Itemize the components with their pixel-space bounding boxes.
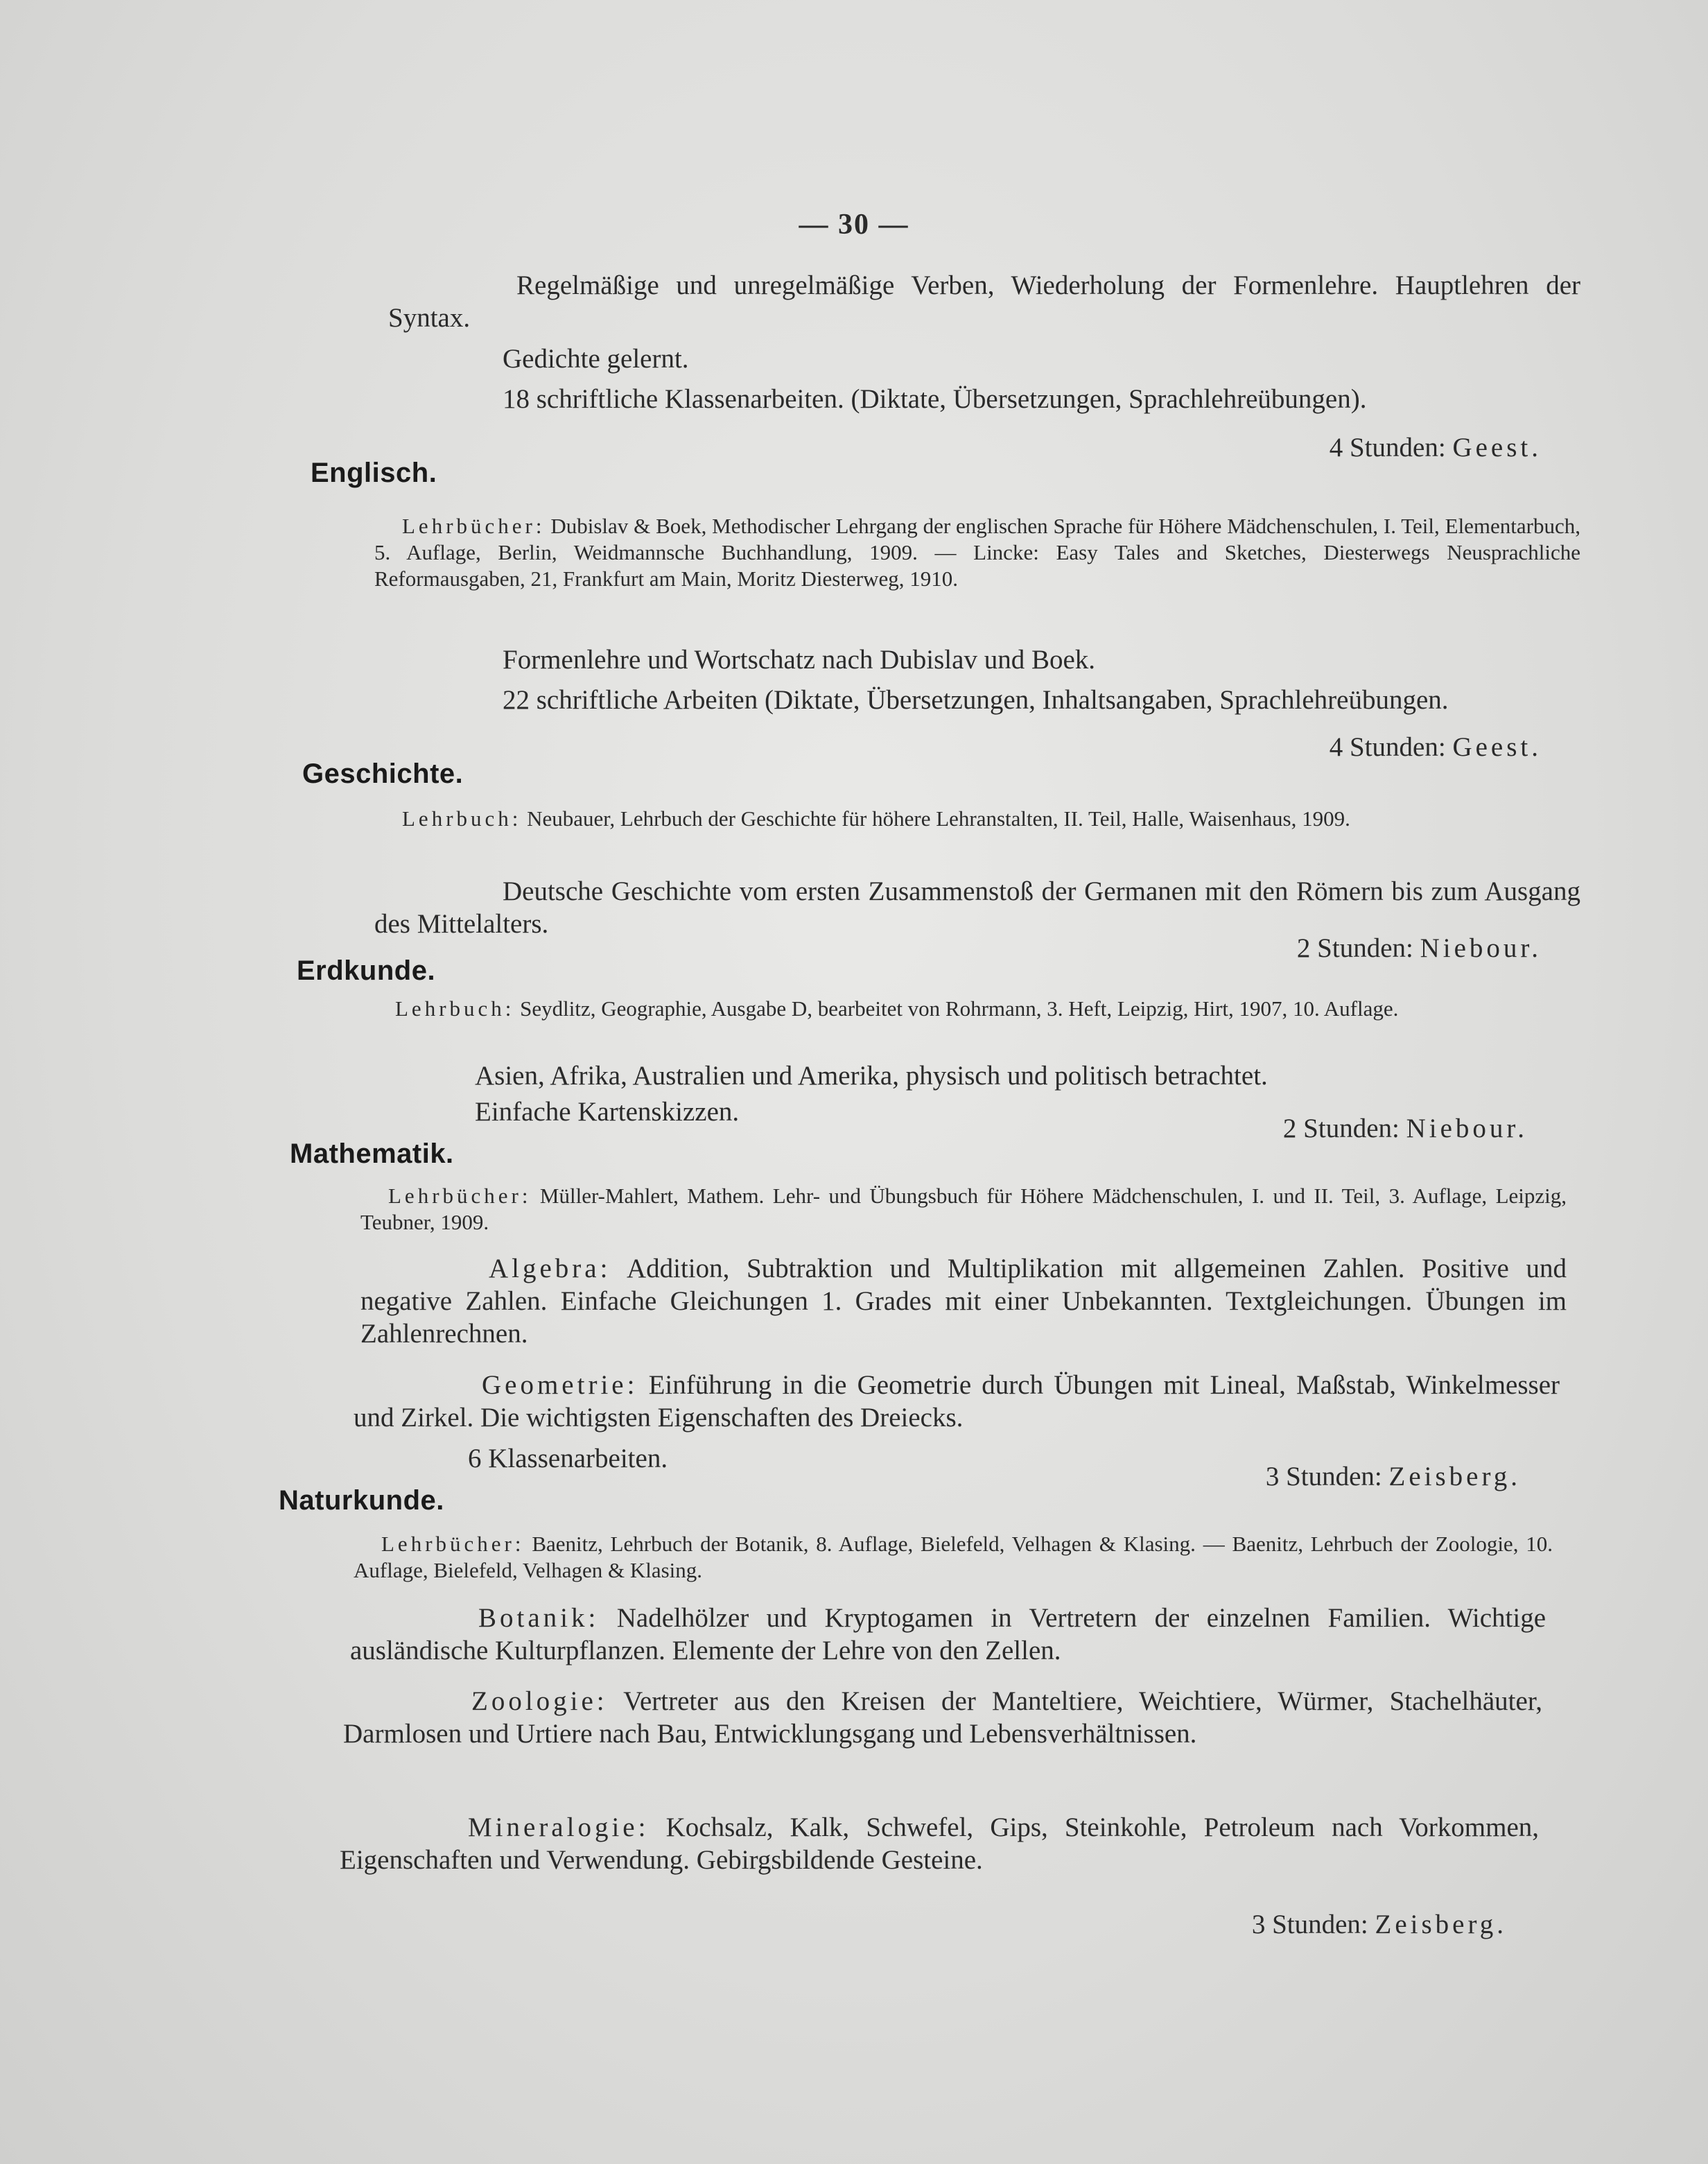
naturkunde-hours bbox=[1252, 1908, 1507, 1941]
hours-count: 4 Stunden: bbox=[1329, 732, 1446, 762]
hours-teacher: Zeisberg. bbox=[1388, 1462, 1521, 1491]
hours-teacher: Niebour. bbox=[1406, 1114, 1528, 1143]
hours-count: 3 Stunden: bbox=[1265, 1462, 1382, 1491]
ref-label: Lehrbücher: bbox=[402, 514, 546, 538]
hours-count: 4 Stunden: bbox=[1329, 433, 1446, 462]
mathematik-geometrie bbox=[354, 1369, 1560, 1434]
englisch-paragraph-2: 22 schriftliche Arbeiten (Diktate, Übersetzungen, Inhaltsangaben, Sprachlehreübungen. bbox=[503, 685, 1449, 715]
heading-erdkunde: Erdkunde. bbox=[297, 955, 436, 986]
hours-teacher: Geest. bbox=[1452, 732, 1542, 762]
heading-englisch: Englisch. bbox=[311, 458, 437, 488]
hours-count: 2 Stunden: bbox=[1296, 933, 1413, 963]
erdkunde-paragraph-1: Asien, Afrika, Australien und Amerika, physisch und politisch betrachtet. bbox=[475, 1061, 1268, 1091]
geschichte-references bbox=[374, 806, 1580, 832]
ref-label: Lehrbuch: bbox=[395, 996, 515, 1021]
heading-geschichte: Geschichte. bbox=[302, 759, 464, 789]
intro-paragraph-2: Gedichte gelernt. bbox=[503, 344, 689, 374]
hours-count: 3 Stunden: bbox=[1251, 1910, 1368, 1939]
zoologie-text: Vertreter aus den Kreisen der Manteltiere, Weichtiere, Würmer, Stachelhäuter, Darmlosen und Urtiere nach Bau, Entwicklungsgang und Lebensverhältnissen. bbox=[343, 1686, 1542, 1749]
mathematik-algebra bbox=[360, 1252, 1567, 1350]
algebra-label: Algebra: bbox=[489, 1254, 611, 1283]
botanik-label: Botanik: bbox=[478, 1603, 600, 1633]
heading-naturkunde: Naturkunde. bbox=[279, 1485, 444, 1516]
englisch-paragraph-1: Formenlehre und Wortschatz nach Dubislav und Boek. bbox=[503, 645, 1096, 675]
mathematik-hours bbox=[1266, 1460, 1521, 1493]
ref-label: Lehrbücher: bbox=[388, 1184, 532, 1208]
naturkunde-zoologie bbox=[343, 1685, 1542, 1750]
naturkunde-references bbox=[354, 1531, 1553, 1584]
erdkunde-paragraph-2: Einfache Kartenskizzen. bbox=[475, 1097, 740, 1127]
geometrie-label: Geometrie: bbox=[482, 1370, 638, 1400]
ref-text: Baenitz, Lehrbuch der Botanik, 8. Auflage, Bielefeld, Velhagen & Klasing. — Baenitz, Lehrbuch der Zoologie, 10. Auflage, Bielefeld, Velhagen & Klasing. bbox=[354, 1532, 1553, 1582]
mineralogie-label: Mineralogie: bbox=[468, 1812, 650, 1842]
intro-paragraph-3: 18 schriftliche Klassenarbeiten. (Diktate, Übersetzungen, Sprachlehreübungen). bbox=[503, 384, 1367, 414]
ref-label: Lehrbücher: bbox=[381, 1532, 525, 1556]
geometrie-text: Einführung in die Geometrie durch Übungen mit Lineal, Maßstab, Winkelmesser und Zirkel. Die wichtigsten Eigenschaften des Dreiecks. bbox=[354, 1370, 1560, 1432]
englisch-references bbox=[374, 513, 1580, 592]
botanik-text: Nadelhölzer und Kryptogamen in Vertretern der einzelnen Familien. Wichtige ausländische Kulturpflanzen. Elemente der Lehre von den Zellen. bbox=[350, 1603, 1546, 1665]
naturkunde-botanik bbox=[350, 1602, 1546, 1667]
hours-teacher: Zeisberg. bbox=[1375, 1910, 1507, 1939]
intro-paragraph-1: Regelmäßige und unregelmäßige Verben, Wiederholung der Formenlehre. Hauptlehren der Syntax. bbox=[388, 270, 1580, 333]
ref-text: Dubislav & Boek, Methodischer Lehrgang der englischen Sprache für Höhere Mädchenschulen, I. Teil, Elementarbuch, 5. Auflage, Berlin, Weidmannsche Buchhandlung, 1909. — Lincke: Easy Tales and Sketches, Diesterwegs Neusprachliche Reformausgaben, 21, Frankfurt am Main, Moritz Diesterweg, 1910. bbox=[374, 514, 1581, 591]
mineralogie-text: Kochsalz, Kalk, Schwefel, Gips, Steinkohle, Petroleum nach Vorkommen, Eigenschaften und Verwendung. Gebirgsbildende Gesteine. bbox=[340, 1812, 1540, 1875]
ref-text: Seydlitz, Geographie, Ausgabe D, bearbeitet von Rohrmann, 3. Heft, Leipzig, Hirt, 1907, 10. Auflage. bbox=[520, 996, 1399, 1021]
mathematik-references bbox=[360, 1183, 1567, 1236]
heading-mathematik: Mathematik. bbox=[290, 1139, 454, 1169]
algebra-text: Addition, Subtraktion und Multiplikation mit allgemeinen Zahlen. Positive und negative Zahlen. Einfache Gleichungen 1. Grades mit einer Unbekannten. Textgleichungen. Übungen im Zahlenrechnen. bbox=[360, 1254, 1567, 1349]
hours-teacher: Geest. bbox=[1452, 433, 1542, 462]
erdkunde-hours bbox=[1283, 1112, 1528, 1145]
englisch-hours bbox=[1330, 731, 1542, 763]
page-number: — 30 — bbox=[799, 209, 909, 241]
hours-count: 2 Stunden: bbox=[1282, 1114, 1400, 1143]
ref-label: Lehrbuch: bbox=[402, 806, 522, 831]
ref-text: Neubauer, Lehrbuch der Geschichte für höhere Lehranstalten, II. Teil, Halle, Waisenhaus, 1909. bbox=[527, 806, 1350, 831]
mathematik-klassenarbeiten: 6 Klassenarbeiten. bbox=[468, 1444, 668, 1473]
naturkunde-mineralogie bbox=[340, 1811, 1539, 1876]
erdkunde-references bbox=[367, 996, 1574, 1022]
ref-text: Müller-Mahlert, Mathem. Lehr- und Übungsbuch für Höhere Mädchenschulen, I. und II. Teil, 3. Auflage, Leipzig, Teubner, 1909. bbox=[360, 1184, 1567, 1234]
intro-hours bbox=[1330, 431, 1542, 464]
geschichte-hours bbox=[1297, 932, 1542, 964]
geschichte-paragraph-1: Deutsche Geschichte vom ersten Zusammenstoß der Germanen mit den Römern bis zum Ausgang des Mittelalters. bbox=[374, 876, 1580, 939]
hours-teacher: Niebour. bbox=[1420, 933, 1542, 963]
zoologie-label: Zoologie: bbox=[471, 1686, 608, 1716]
